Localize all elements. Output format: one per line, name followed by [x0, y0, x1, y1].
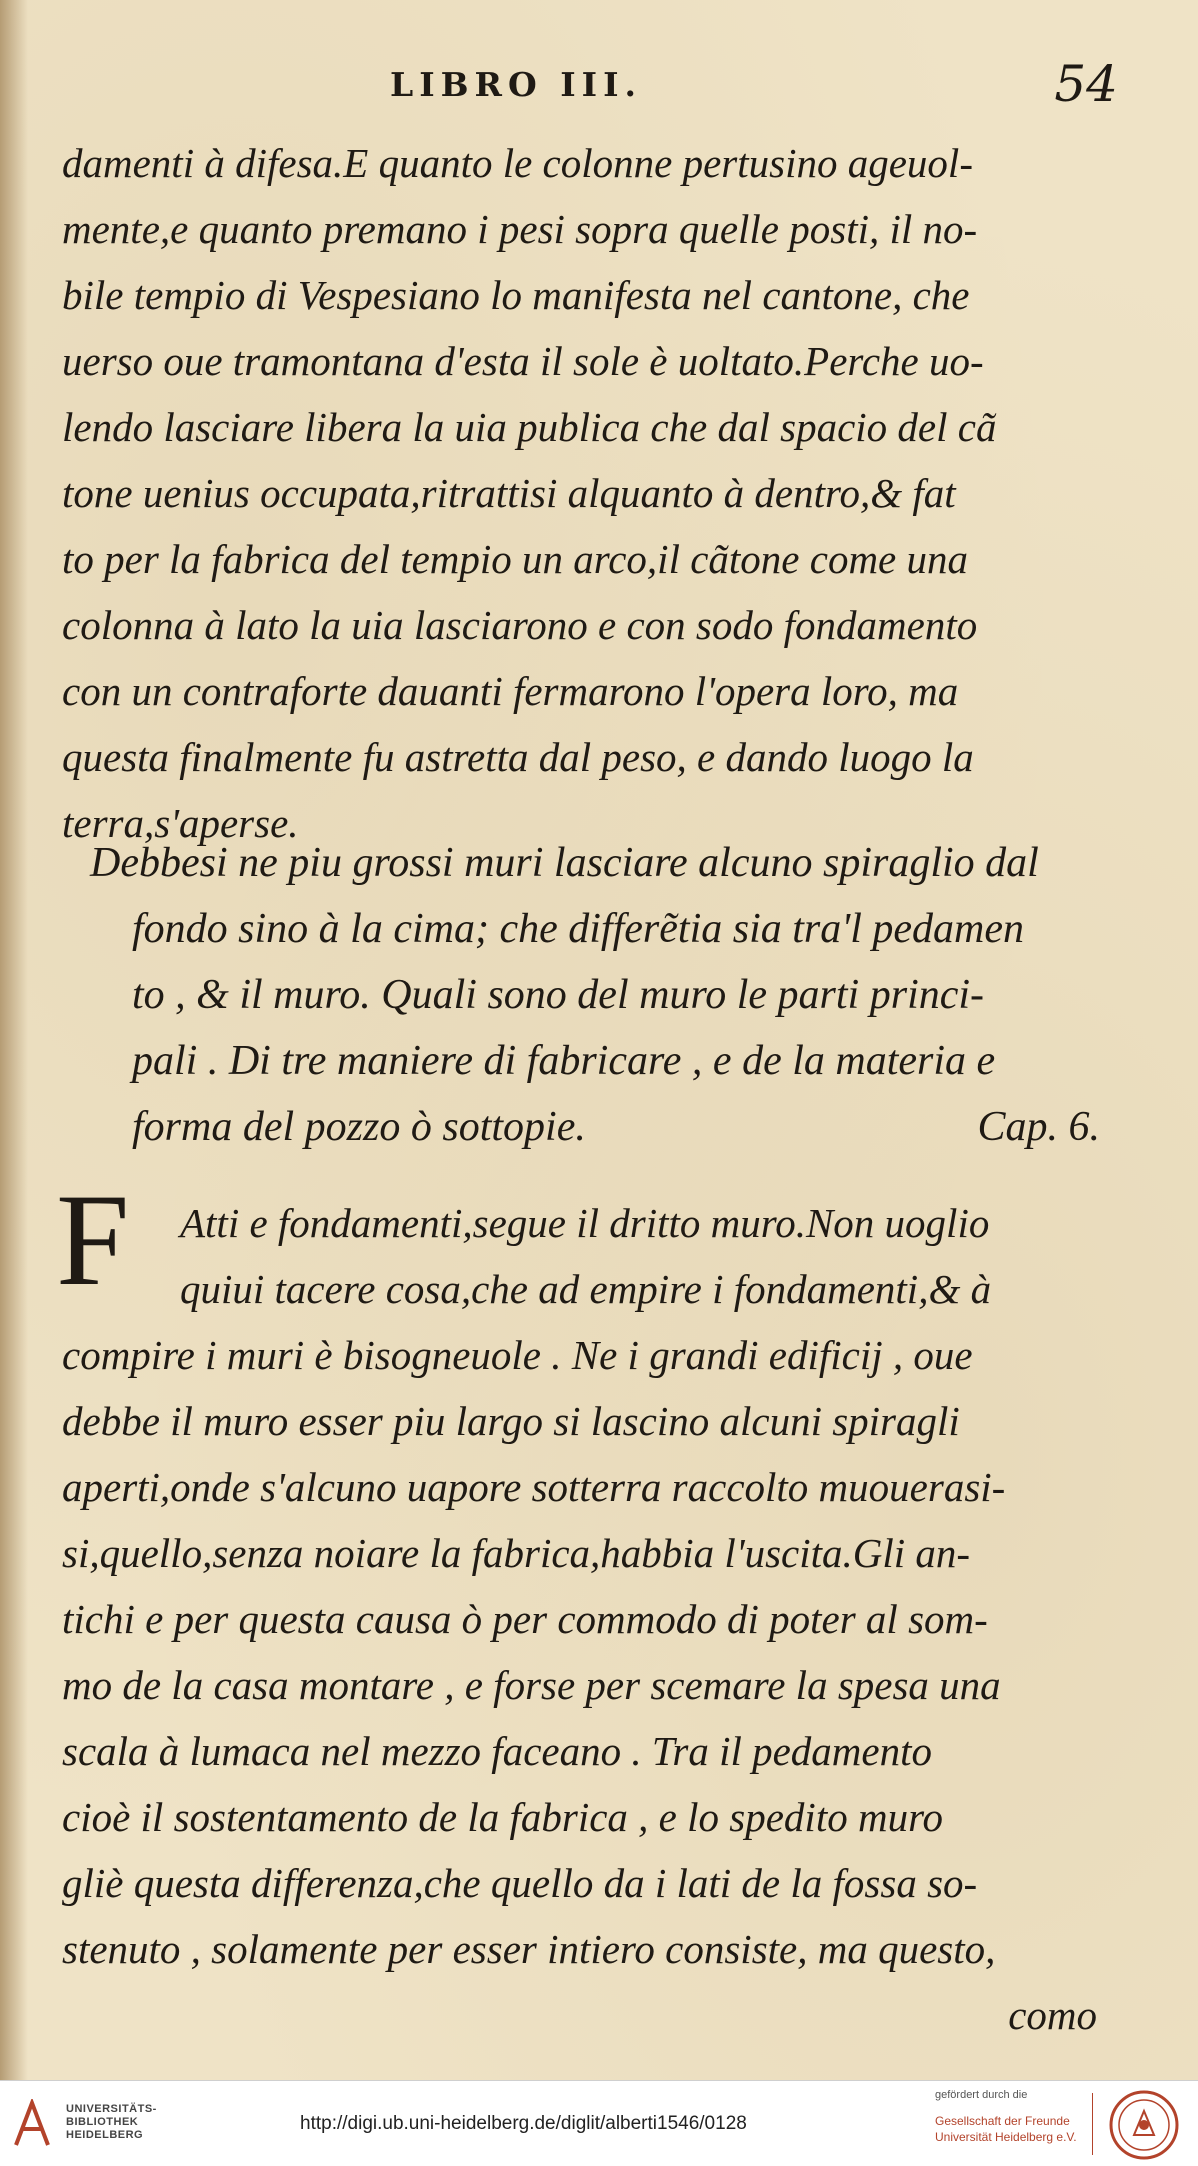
- text-line: mente,e quanto premano i pesi sopra quelle posti, il no-: [62, 206, 978, 252]
- text-line: Atti e fondamenti,segue il dritto muro.Non uoglio: [180, 1200, 990, 1246]
- heading-line: fondo sino à la cima; che differẽtia sia tra'l pedamen: [132, 906, 1025, 952]
- text-line: damenti à difesa.E quanto le colonne pertusino ageuol-: [62, 140, 973, 186]
- sponsor-name-line: Universität Heidelberg e.V.: [935, 2130, 1077, 2144]
- university-library-logo-icon: [12, 2099, 52, 2149]
- text-line: questa finalmente fu astretta dal peso, e dando luogo la: [62, 734, 974, 780]
- text-line: bile tempio di Vespesiano lo manifesta nel cantone, che: [62, 272, 970, 318]
- chapter-number: Cap. 6.: [977, 1104, 1100, 1150]
- text-line: con un contraforte dauanti fermarono l'opera loro, ma: [62, 668, 959, 714]
- folio-number: 54: [1054, 55, 1118, 113]
- initial-letter: F: [56, 1166, 130, 1313]
- text-line: stenuto , solamente per esser intiero consiste, ma questo,: [62, 1926, 996, 1972]
- chapter-paragraph: [56, 1166, 1107, 2048]
- text-line: tichi e per questa causa ò per commodo di poter al som-: [62, 1596, 988, 1642]
- binding-shadow: [0, 0, 28, 2080]
- heading-line: to , & il muro. Quali sono del muro le parti princi-: [132, 972, 985, 1018]
- text-line: terra,s'aperse.: [62, 800, 299, 846]
- paragraph-continued: [62, 130, 1107, 856]
- university-seal-icon: [1108, 2089, 1180, 2161]
- text-line: lendo lasciare libera la uia publica che dal spacio del cã: [62, 404, 997, 450]
- text-line: uerso oue tramontana d'esta il sole è uoltato.Perche uo-: [62, 338, 984, 384]
- text-line: scala à lumaca nel mezzo faceano . Tra il pedamento: [62, 1728, 933, 1774]
- text-line: mo de la casa montare , e forse per scemare la spesa una: [62, 1662, 1001, 1708]
- footer-divider: [1092, 2093, 1093, 2155]
- text-line: aperti,onde s'alcuno uapore sotterra raccolto muouerasi-: [62, 1464, 1006, 1510]
- library-name-line: UNIVERSITÄTS-: [66, 2103, 157, 2115]
- heading-line: pali . Di tre maniere di fabricare , e de la materia e: [132, 1038, 996, 1084]
- footer-bar: [0, 2080, 1198, 2166]
- text-line: to per la fabrica del tempio un arco,il cãtone come una: [62, 536, 969, 582]
- text-line: compire i muri è bisogneuole . Ne i grandi edificij , oue: [62, 1332, 973, 1378]
- text-line: colonna à lato la uia lasciarono e con sodo fondamento: [62, 602, 978, 648]
- sponsor-label: gefördert durch die: [935, 2089, 1028, 2101]
- heading-last-line: [90, 1094, 1100, 1160]
- text-line: debbe il muro esser piu largo si lascino alcuni spiragli: [62, 1398, 960, 1444]
- library-name-line: HEIDELBERG: [66, 2129, 144, 2141]
- text-line: si,quello,senza noiare la fabrica,habbia l'uscita.Gli an-: [62, 1530, 971, 1576]
- catchword: como: [1008, 1992, 1097, 2038]
- text-line: gliè questa differenza,che quello da i lati de la fossa so-: [62, 1860, 978, 1906]
- text-line: tone uenius occupata,ritrattisi alquanto à dentro,& fat: [62, 470, 956, 516]
- sponsor-name[interactable]: [935, 2113, 1077, 2145]
- library-name-line: BIBLIOTHEK: [66, 2116, 139, 2128]
- heading-line: forma del pozzo ò sottopie.: [132, 1104, 586, 1150]
- chapter-heading: [90, 830, 1100, 1160]
- sponsor-name-line: Gesellschaft der Freunde: [935, 2114, 1070, 2128]
- text-line: cioè il sostentamento de la fabrica , e lo spedito muro: [62, 1794, 943, 1840]
- permalink-url[interactable]: http://digi.ub.uni-heidelberg.de/diglit/alberti1546/0128: [300, 2113, 747, 2134]
- running-title: LIBRO III.: [390, 65, 642, 104]
- page-header: [80, 55, 1118, 115]
- library-name[interactable]: [66, 2103, 157, 2142]
- heading-line: Debbesi ne piu grossi muri lasciare alcuno spiraglio dal: [90, 840, 1039, 886]
- text-line: quiui tacere cosa,che ad empire i fondamenti,& à: [180, 1266, 992, 1312]
